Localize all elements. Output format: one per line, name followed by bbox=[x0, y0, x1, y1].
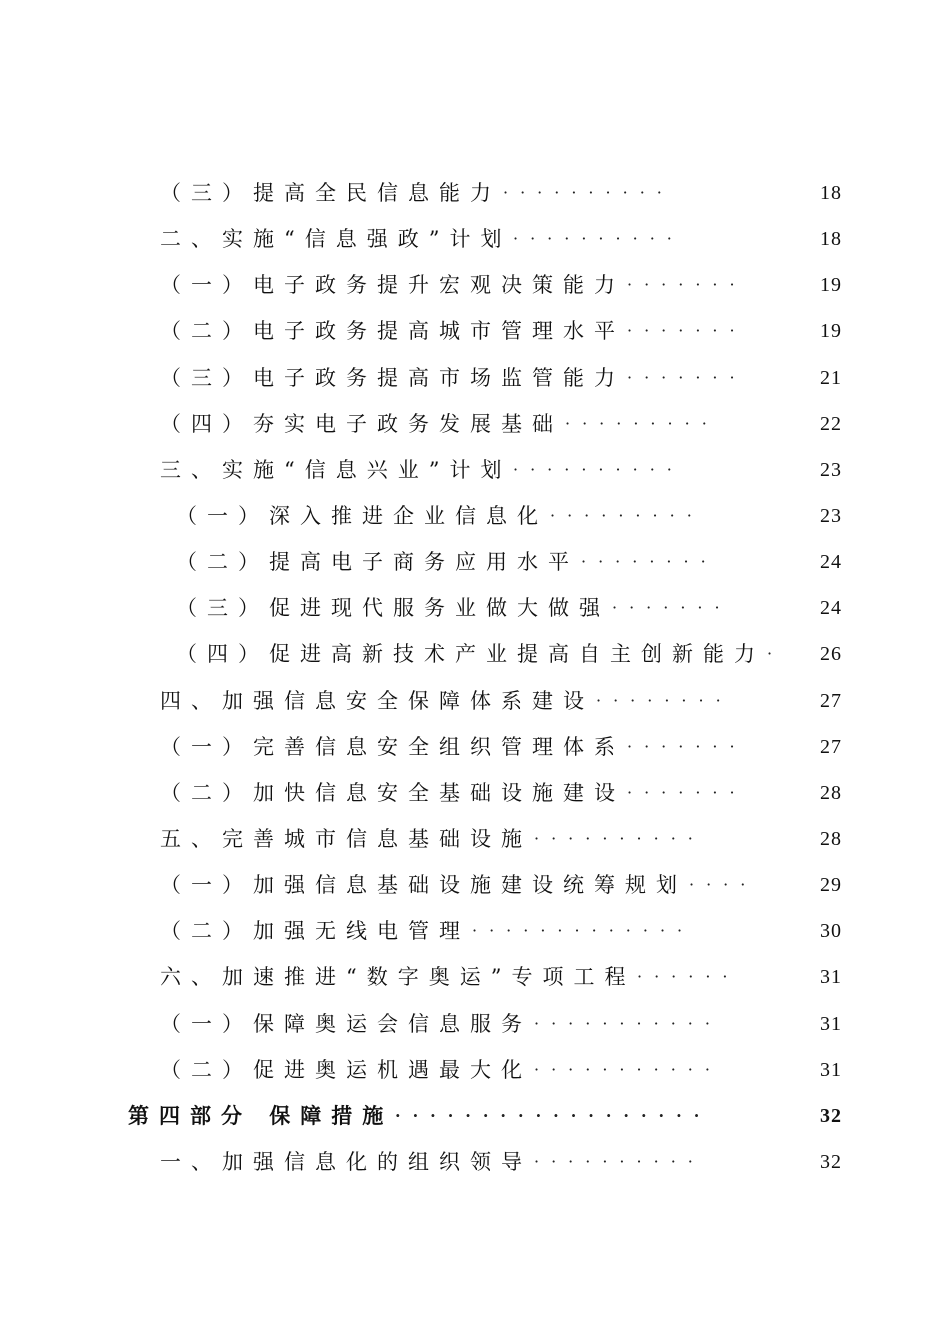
toc-entry-title: （二）提高电子商务应用水平 bbox=[176, 550, 579, 575]
toc-entry-page-number: 24 bbox=[820, 597, 842, 620]
toc-entry-page-number: 18 bbox=[820, 182, 842, 204]
toc-entry-title: （一）保障奥运会信息服务 bbox=[160, 1011, 532, 1036]
toc-entry-title: （二）促进奥运机遇最大化 bbox=[160, 1057, 532, 1082]
toc-entry-page-number: 27 bbox=[820, 689, 842, 712]
toc-entry-title: （三）促进现代服务业做大做强 bbox=[176, 596, 610, 621]
toc-entry bbox=[0, 216, 950, 262]
toc-entry-leader-dots: ······· bbox=[627, 367, 747, 387]
toc-entry bbox=[0, 1047, 950, 1093]
toc-entry-title: （一）加强信息基础设施建设统筹规划 bbox=[160, 873, 687, 898]
toc-entry bbox=[0, 1093, 950, 1139]
toc-entry-title: 第四部分 保障措施 bbox=[128, 1102, 394, 1128]
toc-entry-leader-dots: ······· bbox=[612, 598, 732, 618]
toc-entry bbox=[0, 539, 950, 585]
toc-entry-title: （一）深入推进企业信息化 bbox=[176, 503, 548, 528]
toc-entry-title: 四、加强信息安全保障体系建设 bbox=[160, 688, 594, 713]
toc-entry-leader-dots: ··········· bbox=[534, 1013, 722, 1033]
toc-entry-title: （三）电子政务提高市场监管能力 bbox=[160, 365, 625, 390]
toc-entry bbox=[0, 447, 950, 493]
toc-entry-leader-dots: ········· bbox=[550, 505, 704, 525]
toc-entry-leader-dots: · bbox=[767, 644, 785, 664]
toc-entry-leader-dots: ···· bbox=[689, 875, 758, 895]
toc-entry bbox=[0, 585, 950, 631]
toc-entry-title: （三）提高全民信息能力 bbox=[160, 181, 501, 205]
toc-entry-title: （二）加快信息安全基础设施建设 bbox=[160, 780, 625, 805]
toc-entry-leader-dots: ·········· bbox=[503, 183, 674, 202]
toc-entry bbox=[0, 954, 950, 1000]
toc-entry-title: （二）加强无线电管理 bbox=[160, 919, 470, 944]
toc-entry-leader-dots: ·········· bbox=[534, 828, 705, 848]
toc-entry-page-number: 26 bbox=[820, 643, 842, 666]
toc-entry-page-number: 24 bbox=[820, 551, 842, 574]
toc-entry bbox=[0, 908, 950, 954]
toc-entry-page-number: 32 bbox=[820, 1150, 842, 1173]
toc-entry bbox=[0, 1139, 950, 1185]
toc-entry-page-number: 21 bbox=[820, 366, 842, 389]
toc-entry-title: （二）电子政务提高城市管理水平 bbox=[160, 319, 625, 344]
toc-entry-page-number: 31 bbox=[820, 1012, 842, 1035]
toc-entry-title: （一）完善信息安全组织管理体系 bbox=[160, 734, 625, 759]
toc-entry-title: 五、完善城市信息基础设施 bbox=[160, 826, 532, 851]
toc-entry-leader-dots: ·················· bbox=[395, 1105, 712, 1125]
toc-entry-leader-dots: ·········· bbox=[513, 459, 684, 479]
toc-entry-leader-dots: ······· bbox=[627, 321, 747, 341]
toc-entry bbox=[0, 724, 950, 770]
toc-entry-leader-dots: ·········· bbox=[513, 229, 684, 249]
toc-entry bbox=[0, 1001, 950, 1047]
toc-entry-page-number: 32 bbox=[820, 1104, 842, 1127]
toc-entry-page-number: 28 bbox=[820, 827, 842, 850]
toc-entry-title: 六、加速推进“数字奥运”专项工程 bbox=[160, 965, 636, 990]
toc-entry-page-number: 19 bbox=[820, 320, 842, 343]
toc-entry-leader-dots: ·········· bbox=[534, 1151, 705, 1171]
toc-entry-leader-dots: ············· bbox=[472, 921, 695, 941]
toc-entry-page-number: 31 bbox=[820, 966, 842, 989]
table-of-contents bbox=[0, 170, 950, 1185]
toc-entry bbox=[0, 262, 950, 308]
toc-entry-title: 二、实施“信息强政”计划 bbox=[160, 227, 512, 252]
toc-entry-title: （四）促进高新技术产业提高自主创新能力 bbox=[176, 642, 765, 667]
toc-entry-page-number: 23 bbox=[820, 504, 842, 527]
toc-entry bbox=[0, 493, 950, 539]
toc-entry bbox=[0, 401, 950, 447]
toc-entry-page-number: 23 bbox=[820, 458, 842, 481]
toc-entry-title: 一、加强信息化的组织领导 bbox=[160, 1149, 532, 1174]
toc-entry-page-number: 31 bbox=[820, 1058, 842, 1081]
toc-entry-leader-dots: ······· bbox=[627, 782, 747, 802]
toc-entry bbox=[0, 678, 950, 724]
toc-entry-page-number: 18 bbox=[820, 228, 842, 251]
toc-entry bbox=[0, 816, 950, 862]
toc-entry-leader-dots: ······· bbox=[627, 275, 747, 295]
toc-entry-leader-dots: ········ bbox=[581, 552, 718, 572]
toc-entry-page-number: 28 bbox=[820, 781, 842, 804]
toc-entry-page-number: 27 bbox=[820, 735, 842, 758]
toc-entry-leader-dots: ······ bbox=[637, 967, 740, 987]
toc-entry-leader-dots: ········ bbox=[596, 690, 733, 710]
toc-entry-leader-dots: ········· bbox=[565, 413, 719, 433]
toc-entry-page-number: 19 bbox=[820, 274, 842, 297]
toc-entry bbox=[0, 170, 950, 216]
toc-entry-page-number: 30 bbox=[820, 920, 842, 943]
toc-entry bbox=[0, 631, 950, 677]
toc-entry bbox=[0, 770, 950, 816]
toc-entry-leader-dots: ··········· bbox=[534, 1059, 722, 1079]
toc-entry bbox=[0, 355, 950, 401]
toc-entry bbox=[0, 862, 950, 908]
toc-entry-title: 三、实施“信息兴业”计划 bbox=[160, 457, 512, 482]
toc-entry-page-number: 22 bbox=[820, 412, 842, 435]
toc-entry-title: （四）夯实电子政务发展基础 bbox=[160, 411, 563, 436]
toc-entry-page-number: 29 bbox=[820, 874, 842, 897]
toc-entry bbox=[0, 308, 950, 354]
toc-entry-leader-dots: ······· bbox=[627, 736, 747, 756]
toc-entry-title: （一）电子政务提升宏观决策能力 bbox=[160, 273, 625, 298]
